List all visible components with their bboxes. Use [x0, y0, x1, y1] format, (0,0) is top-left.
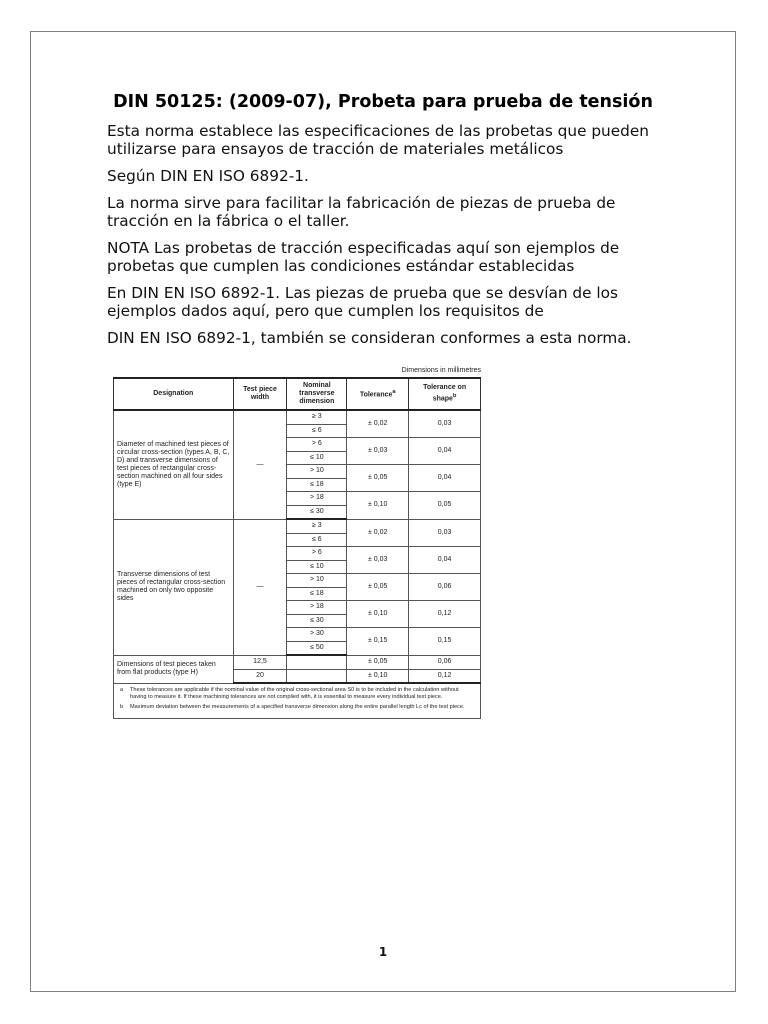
footnote-marker: b [120, 704, 124, 710]
paragraph: La norma sirve para facilitar la fabricación de piezas de prueba de tracción en la fábrica o el taller. [107, 194, 616, 230]
dimension-low: ≥ 3 [287, 519, 347, 533]
paragraph: Según DIN EN ISO 6892-1. [107, 167, 309, 185]
paragraph: En DIN EN ISO 6892-1. Las piezas de prueba que se desvían de los ejemplos dados aquí, pero que cumplen los requisitos de [107, 284, 618, 320]
header-designation: Designation [114, 378, 234, 410]
dimension-low: > 6 [287, 438, 347, 452]
document-title: DIN 50125: (2009-07), Probeta para prueba de tensión [113, 92, 653, 112]
page-number: 1 [378, 945, 388, 959]
dimension-low: > 10 [287, 574, 347, 588]
table-row [114, 655, 481, 669]
tolerance-cell: ± 0,02 [347, 519, 409, 547]
units-note: Dimensions in millimetres [401, 367, 481, 374]
width-cell: — [233, 410, 287, 519]
designation-cell: Dimensions of test pieces taken from flat products (type H) [114, 655, 234, 683]
footnote [120, 687, 474, 701]
tolerance-cell: ± 0,03 [347, 547, 409, 574]
dimension-cell [287, 655, 347, 669]
header-nominal: Nominal transverse dimension [287, 378, 347, 410]
dimension-low: ≥ 3 [287, 410, 347, 424]
tolerance-cell: ± 0,10 [347, 492, 409, 520]
width-cell: 20 [233, 669, 287, 683]
tolerance-cell: ± 0,15 [347, 628, 409, 656]
document-body [107, 122, 667, 356]
footnote-text: These tolerances are applicable if the nominal value of the original cross-sectional area S0 is to be included in the calculation without having to measure it. If these machining tolerances are not complied with, it is essential to measure every individual test piece. [130, 687, 459, 700]
footnote-text: Maximum deviation between the measurements of a specified transverse dimension along the entire parallel length Lc of the test piece. [130, 704, 465, 710]
paragraph: NOTA Las probetas de tracción especificadas aquí son ejemplos de probetas que cumplen las condiciones estándar establecidas [107, 239, 620, 275]
header-width: Test piece width [233, 378, 287, 410]
shape-cell: 0,06 [409, 655, 481, 669]
paragraph: Esta norma establece las especificaciones de las probetas que pueden utilizarse para ensayos de tracción de materiales metálicos [107, 122, 649, 158]
shape-cell: 0,04 [409, 438, 481, 465]
dimension-cell [287, 669, 347, 683]
tolerance-cell: ± 0,05 [347, 465, 409, 492]
dimension-high: ≤ 50 [287, 641, 347, 655]
dimension-high: ≤ 10 [287, 560, 347, 574]
tolerance-cell: ± 0,05 [347, 655, 409, 669]
footnote [120, 704, 474, 711]
tolerance-table-figure [113, 366, 481, 719]
shape-cell: 0,04 [409, 465, 481, 492]
dimension-low: > 30 [287, 628, 347, 642]
dimension-low: > 10 [287, 465, 347, 479]
shape-cell: 0,03 [409, 519, 481, 547]
tolerance-cell: ± 0,03 [347, 438, 409, 465]
document-page [30, 31, 736, 992]
shape-cell: 0,12 [409, 669, 481, 683]
footnote-marker: a [120, 687, 124, 693]
tolerance-table [113, 377, 481, 684]
table-header-row [114, 378, 481, 410]
paragraph: DIN EN ISO 6892-1, también se consideran conformes a esta norma. [107, 329, 632, 347]
dimension-low: > 18 [287, 601, 347, 615]
table-footnotes [113, 684, 481, 719]
dimension-low: > 18 [287, 492, 347, 506]
designation-cell: Diameter of machined test pieces of circular cross-section (types A, B, C, D) and transverse dimensions of test pieces of rectangular cross-section machined on all four sides (type E) [114, 410, 234, 519]
tolerance-cell: ± 0,02 [347, 410, 409, 438]
table-row [114, 519, 481, 533]
header-shape: Tolerance on shape$^b$ [409, 378, 481, 410]
dimension-high: ≤ 6 [287, 533, 347, 547]
dimension-high: ≤ 6 [287, 424, 347, 438]
header-tolerance: Tolerance$^a$ [347, 378, 409, 410]
width-cell: 12,5 [233, 655, 287, 669]
dimension-high: ≤ 30 [287, 614, 347, 628]
dimension-high: ≤ 18 [287, 478, 347, 492]
tolerance-cell: ± 0,05 [347, 574, 409, 601]
shape-cell: 0,04 [409, 547, 481, 574]
shape-cell: 0,06 [409, 574, 481, 601]
shape-cell: 0,03 [409, 410, 481, 438]
dimension-high: ≤ 30 [287, 505, 347, 519]
shape-cell: 0,15 [409, 628, 481, 656]
width-cell: — [233, 519, 287, 655]
table-row [114, 410, 481, 424]
tolerance-cell: ± 0,10 [347, 669, 409, 683]
shape-cell: 0,12 [409, 601, 481, 628]
dimension-high: ≤ 18 [287, 587, 347, 601]
dimension-high: ≤ 10 [287, 451, 347, 465]
designation-cell: Transverse dimensions of test pieces of rectangular cross-section machined on only two opposite sides [114, 519, 234, 655]
shape-cell: 0,05 [409, 492, 481, 520]
tolerance-cell: ± 0,10 [347, 601, 409, 628]
dimension-low: > 6 [287, 547, 347, 561]
